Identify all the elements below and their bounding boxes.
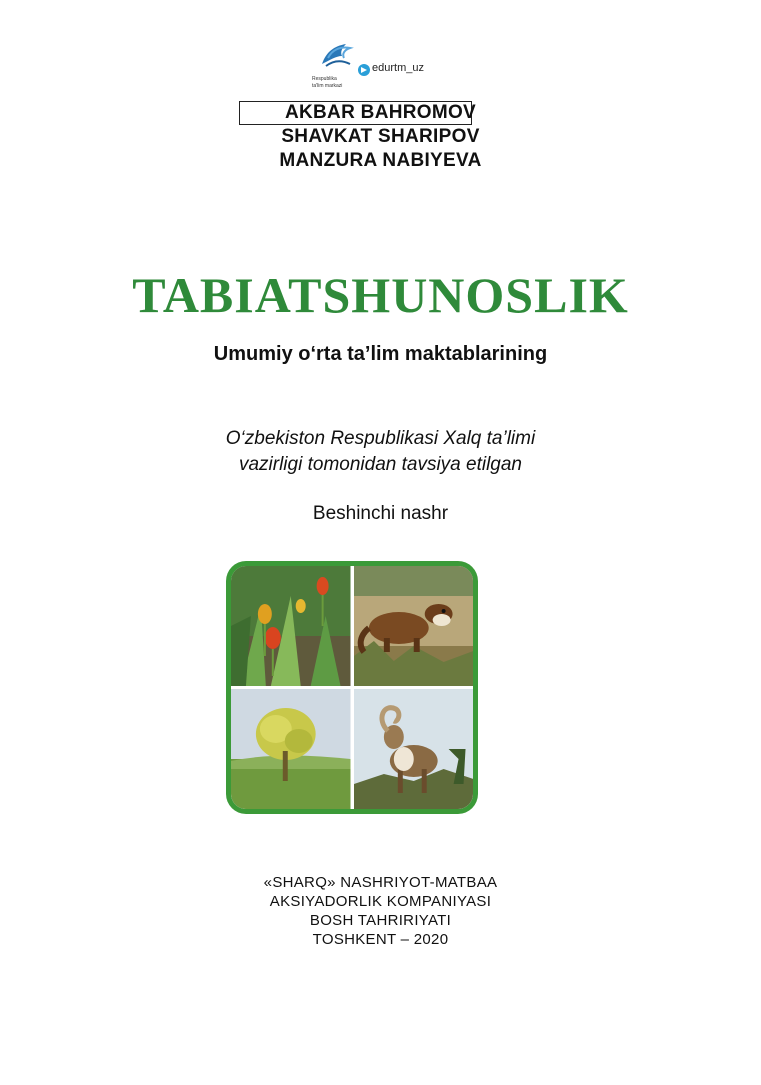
bird-logo-icon	[316, 38, 356, 72]
logo-caption-1: Respublika	[312, 76, 337, 82]
publisher-line-3: BOSH TAHRIRIYATI	[309, 912, 452, 929]
publisher-logo	[306, 38, 446, 96]
author-1: AKBAR BAHROMOV	[284, 102, 477, 123]
approval-line-1: O‘zbekiston Respublikasi Xalq ta’limi	[225, 428, 536, 449]
cover-photo-frame	[226, 561, 478, 814]
publisher-line-1: «SHARQ» NASHRIYOT-MATBAA	[263, 874, 498, 891]
mountain-sheep-photo	[354, 689, 474, 809]
book-subtitle: Umumiy o‘rta ta’lim maktablarining	[213, 343, 548, 365]
logo-handle: edurtm_uz	[372, 62, 424, 74]
telegram-icon	[358, 64, 370, 76]
cover-photo-grid	[231, 566, 473, 809]
marten-photo	[354, 566, 474, 686]
book-title: TABIATSHUNOSLIK	[132, 267, 629, 323]
logo-caption-2: ta'lim markazi	[312, 83, 343, 89]
tulips-photo	[231, 566, 351, 686]
author-2: SHAVKAT SHARIPOV	[281, 126, 480, 147]
edition-label: Beshinchi nashr	[312, 503, 449, 524]
approval-line-2: vazirligi tomonidan tavsiya etilgan	[238, 454, 523, 475]
publisher-line-2: AKSIYADORLIK KOMPANIYASI	[269, 893, 492, 910]
publisher-line-4: TOSHKENT – 2020	[312, 931, 449, 948]
tree-photo	[231, 689, 351, 809]
author-3: MANZURA NABIYEVA	[279, 150, 482, 171]
